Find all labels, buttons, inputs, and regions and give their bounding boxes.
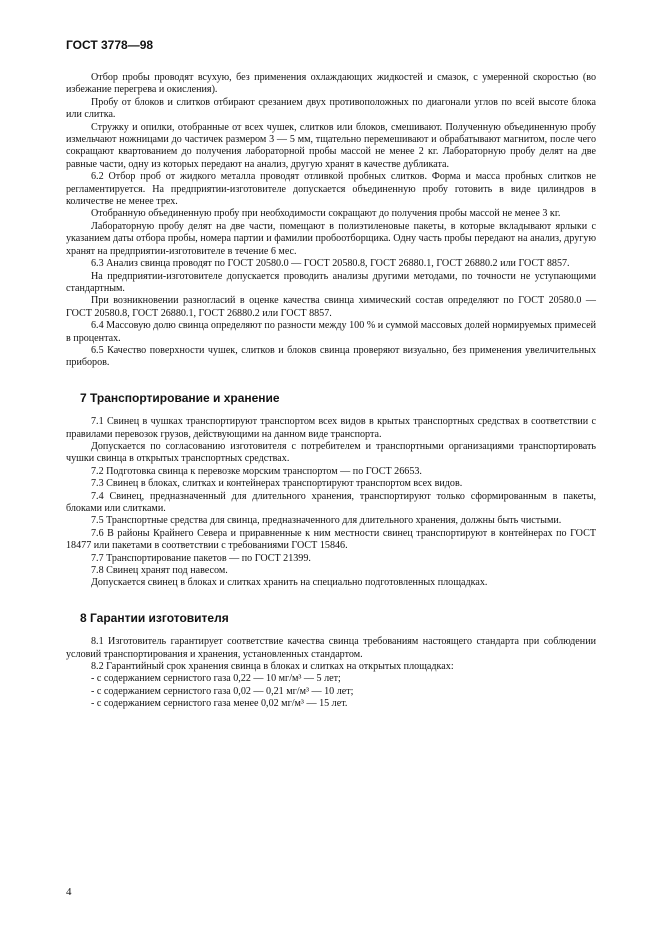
list-item: - с содержанием сернистого газа 0,02 — 0,21 мг/м³ — 10 лет; [91,685,354,697]
paragraph: 7.4 Свинец, предназначенный для длительного хранения, транспортируют только сформированным в пакеты, блоками или слитками. [66,490,596,514]
document-body [66,72,596,711]
list-item: - с содержанием сернистого газа 0,22 — 10 мг/м³ — 5 лет; [91,673,341,685]
paragraph: 7.3 Свинец в блоках, слитках и контейнерах транспортируют транспортом всех видов. [91,478,463,490]
paragraph: Стружку и опилки, отобранные от всех чушек, слитков или блоков, смешивают. Полученную объединенную пробу измельчают ножницами до частичек размером 3 — 5 мм, тщательно перемешивают и обрабатывают магнитом, после чего сокращают квартованием до получения лабораторной пробы массой не менее 2 кг. Лабораторную пробу делят на две равные части, одну из которых передают на анализ, другую хранят в качестве дубликата. [66,121,596,170]
paragraph: Пробу от блоков и слитков отбирают срезанием двух противоположных по диагонали углов по всей высоте блока или слитка. [66,96,596,121]
paragraph: Лабораторную пробу делят на две части, помещают в полиэтиленовые пакеты, в которые вкладывают ярлыки с указанием даты отбора пробы, номера партии и фамилии пробоотборщика. Одну часть пробы передают на анализ, другую хранят на предприятии-изготовителе в течение 6 мес. [66,220,596,257]
paragraph: 8.1 Изготовитель гарантирует соответствие качества свинца требованиям настоящего стандарта при соблюдении условий транспортирования и хранения, установленных стандартом. [66,636,596,660]
paragraph: 8.2 Гарантийный срок хранения свинца в блоках и слитках на открытых площадках: [91,661,454,673]
paragraph: 7.5 Транспортные средства для свинца, предназначенного для длительного хранения, должны быть чистыми. [91,515,562,527]
paragraph: 7.1 Свинец в чушках транспортируют транспортом всех видов в крытых транспортных средствах в соответствии с правилами перевозок грузов, действующими на данном виде транспорта. [66,416,596,440]
paragraph: 6.3 Анализ свинца проводят по ГОСТ 20580.0 — ГОСТ 20580.8, ГОСТ 26880.1, ГОСТ 26880.2 или ГОСТ 8857. [91,258,570,270]
list-item: - с содержанием сернистого газа менее 0,02 мг/м³ — 15 лет. [91,698,348,710]
paragraph: 7.6 В районы Крайнего Севера и приравненные к ним местности свинец транспортируют в контейнерах по ГОСТ 18477 или пакетами в соответствии с требованиями ГОСТ 15846. [66,527,596,552]
section-heading-transport: 7 Транспортирование и хранение [80,390,280,405]
paragraph: Отобранную объединенную пробу при необходимости сокращают до получения пробы массой не менее 3 кг. [91,208,561,220]
paragraph: Отбор пробы проводят всухую, без применения охлаждающих жидкостей и смазок, с умеренной скоростью (во избежание перегрева и окисления). [66,72,596,96]
paragraph: 6.2 Отбор проб от жидкого металла проводят отливкой пробных слитков. Форма и масса пробных слитков не регламентируется. На предприятии-изготовителе допускается объединенную пробу готовить в виде цилиндров в количестве не менее трех. [66,171,596,208]
page-number: 4 [66,886,72,898]
paragraph: На предприятии-изготовителе допускается проводить анализы другими методами, по точности не уступающими стандартным. [66,270,596,294]
paragraph: 6.4 Массовую долю свинца определяют по разности между 100 % и суммой массовых долей нормируемых примесей в процентах. [66,320,596,344]
section-heading-guarantees: 8 Гарантии изготовителя [80,610,229,625]
paragraph: 7.2 Подготовка свинца к перевозке морским транспортом — по ГОСТ 26653. [91,465,422,477]
paragraph: При возникновении разногласий в оценке качества свинца химический состав определяют по ГОСТ 20580.0 — ГОСТ 20580.8, ГОСТ 26880.1, ГОСТ 26880.2 или ГОСТ 8857. [66,295,596,319]
paragraph: Допускается свинец в блоках и слитках хранить на специально подготовленных площадках. [91,577,488,589]
paragraph: 6.5 Качество поверхности чушек, слитков и блоков свинца проверяют визуально, без применения увеличительных приборов. [66,344,596,369]
paragraph: 7.8 Свинец хранят под навесом. [91,565,228,577]
page-header: ГОСТ 3778—98 [66,38,154,52]
paragraph: 7.7 Транспортирование пакетов — по ГОСТ 21399. [91,552,311,564]
paragraph: Допускается по согласованию изготовителя с потребителем и транспортными организациями транспортировать чушки свинца в открытых транспортных средствах. [66,440,596,465]
